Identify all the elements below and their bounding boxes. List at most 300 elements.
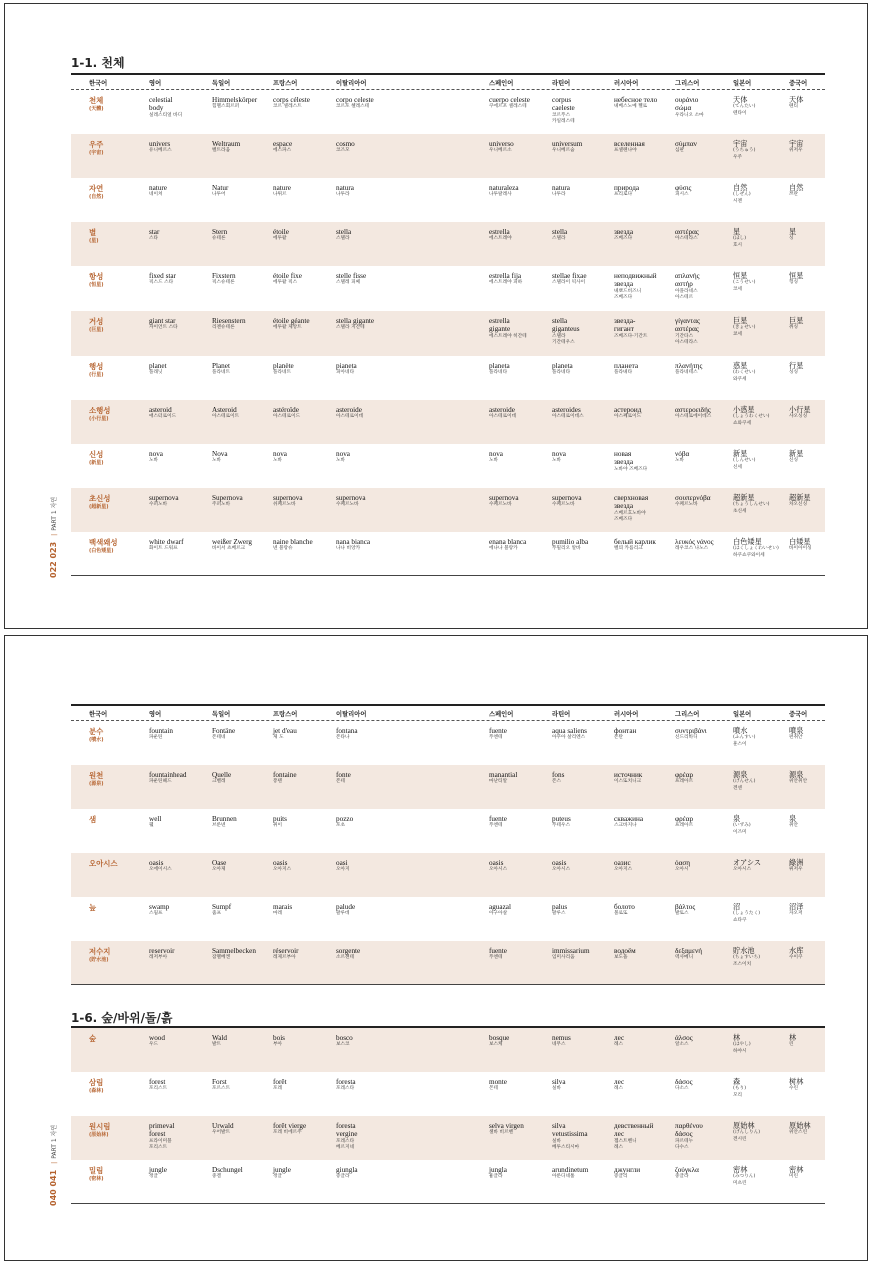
pronunciation: 폰스 (552, 779, 562, 785)
hanja-reading: (森林) (89, 1088, 104, 1094)
pronunciation: 아스테로이데스 (552, 414, 584, 420)
table-row (71, 941, 825, 985)
translation-cell (789, 96, 803, 111)
foreign-word: univers (149, 140, 171, 148)
translation-cell (614, 272, 657, 301)
foreign-word: звезда (614, 280, 634, 289)
pronunciation: (てんたい) (733, 104, 756, 110)
foreign-word: planeta (489, 362, 510, 370)
pronunciation: 아스쩨로이드 (614, 414, 642, 420)
translation-cell (552, 727, 587, 742)
foreign-word: Sumpf (212, 903, 232, 911)
pronunciation: 펀취안 (789, 735, 803, 741)
pronunciation: 스텔레 피쎄 (336, 280, 361, 286)
pronunciation: 스텔라 (336, 236, 350, 242)
pronunciation: 벨트라움 (212, 148, 231, 154)
korean-word: 자연 (89, 184, 104, 193)
translation-cell (675, 406, 711, 421)
foreign-word: gigante (489, 325, 511, 334)
foreign-word: 泉 (789, 815, 797, 823)
translation-cell (675, 1034, 693, 1049)
translation-cell (212, 140, 240, 155)
pronunciation: (わくせい) (733, 370, 756, 376)
foreign-word: asteroide (336, 406, 362, 414)
pronunciation: 픽스드 스타 (149, 280, 174, 286)
column-header: 이탈리아어 (336, 80, 367, 87)
translation-cell (614, 362, 638, 377)
translation-cell (149, 1166, 167, 1181)
foreign-word: 行星 (789, 362, 804, 370)
foreign-word: naine blanche (273, 538, 313, 546)
foreign-word: stelle fisse (336, 272, 367, 280)
korean-word: 늪 (89, 903, 97, 912)
translation-cell (212, 317, 246, 332)
pronunciation: 중글라 (675, 1174, 689, 1180)
translation-cell (614, 228, 633, 243)
translation-cell (552, 450, 566, 465)
translation-cell (614, 859, 632, 874)
translation-cell (789, 1122, 811, 1137)
pronunciation: 플라네타 (552, 370, 571, 376)
foreign-word: fuente (489, 947, 507, 955)
foreign-word: 沼 (733, 903, 741, 911)
foreign-word: stella (336, 228, 352, 236)
foreign-word: giant star (149, 317, 176, 325)
pronunciation: 몬테 (489, 1086, 499, 1092)
translation-cell (489, 184, 519, 199)
foreign-word: vergine (336, 1130, 358, 1139)
translation-cell (614, 727, 636, 742)
translation-cell (552, 406, 584, 421)
foreign-word: 树林 (789, 1078, 804, 1086)
foreign-word: nova (552, 450, 566, 458)
translation-cell (552, 1078, 566, 1093)
table-row (71, 532, 825, 576)
translation-cell (789, 140, 803, 155)
foreign-word: oasi (336, 859, 348, 867)
foreign-word: звезда (614, 458, 634, 467)
pronunciation: 호시 (733, 242, 743, 248)
hanja-reading: (密林) (89, 1176, 104, 1182)
pronunciation: 포레 (273, 1086, 283, 1092)
pronunciation: 미츠린 (733, 1180, 747, 1186)
foreign-word: Urwald (212, 1122, 234, 1130)
table-row (71, 488, 825, 532)
foreign-word: primeval (149, 1122, 175, 1130)
pronunciation: 미린 (789, 1174, 799, 1180)
pronunciation: 푸엔테 (489, 735, 503, 741)
column-header: 한국어 (89, 80, 108, 87)
foreign-word: oasis (273, 859, 288, 867)
translation-cell (489, 140, 514, 155)
translation-cell (489, 272, 522, 287)
translation-cell (273, 96, 310, 111)
foreign-word: παρθένου (675, 1122, 703, 1130)
translation-cell (336, 727, 358, 742)
foreign-word: 噴水 (733, 727, 748, 735)
pronunciation: 애스터로이드 (149, 414, 177, 420)
hanja-reading: (貯水池) (89, 957, 109, 963)
translation-cell (489, 228, 512, 243)
foreign-word: bois (273, 1034, 285, 1042)
foreign-word: сверхновая (614, 494, 649, 502)
foreign-word: silva (552, 1122, 566, 1130)
foreign-word: supernova (489, 494, 519, 502)
foreign-word: selva virgen (489, 1122, 524, 1130)
pronunciation: 정글 (149, 1174, 159, 1180)
foreign-word: réservoir (273, 947, 299, 955)
foreign-word: 密林 (733, 1166, 748, 1174)
pronunciation: 포리스트 (149, 1086, 168, 1092)
translation-cell (733, 903, 760, 924)
foreign-word: fixed star (149, 272, 176, 280)
foreign-word: supernova (149, 494, 179, 502)
pronunciation: 주퍼노바 (212, 502, 231, 508)
translation-cell (552, 96, 575, 125)
table-row (71, 134, 825, 178)
pronunciation: 신드리바니 (675, 735, 698, 741)
foreign-word: nature (149, 184, 167, 192)
column-header: 그리스어 (675, 80, 700, 87)
pronunciation: 나나 비앙카 (336, 546, 361, 552)
translation-cell (733, 140, 755, 161)
pronunciation: 신세 (733, 464, 743, 470)
foreign-word: αστέρας (675, 228, 699, 236)
pronunciation: 스베르흐노바야 (614, 510, 646, 516)
pronunciation: 헝싱 (789, 280, 799, 286)
translation-cell (212, 815, 237, 830)
pronunciation: 톈티 (789, 104, 799, 110)
pronunciation: 텐타이 (733, 110, 747, 116)
pronunciation: 오아제 (212, 867, 226, 873)
foreign-word: Dschungel (212, 1166, 243, 1174)
foreign-word: 貯水池 (733, 947, 755, 955)
pronunciation: (ちょうしんせい) (733, 502, 770, 508)
korean-word: 소행성 (89, 406, 111, 415)
pronunciation: 싱 (789, 236, 794, 242)
pronunciation: 기간타스 (675, 333, 694, 339)
foreign-word: white dwarf (149, 538, 184, 546)
pronunciation: 중겔 (212, 1174, 222, 1180)
translation-cell (789, 859, 803, 874)
table-row (71, 1116, 825, 1160)
translation-cell (733, 538, 779, 559)
translation-cell (614, 903, 635, 918)
foreign-word: étoile (273, 228, 289, 236)
foreign-word: étoile géante (273, 317, 310, 325)
foreign-word: βάλτος (675, 903, 696, 911)
pronunciation: 시젠 (733, 198, 743, 204)
korean-term (89, 1122, 110, 1139)
pronunciation: 수린 (789, 1086, 799, 1092)
pronunciation: 쉬페르노바 (273, 502, 296, 508)
pronunciation: 아스테라스 (675, 340, 698, 346)
foreign-word: νόβα (675, 450, 690, 458)
pronunciation: 실바 (552, 1086, 562, 1092)
table-row (71, 765, 825, 809)
translation-cell (273, 815, 287, 830)
foreign-word: swamp (149, 903, 170, 911)
pronunciation: 보도욤 (614, 955, 628, 961)
pronunciation: 제 도 (273, 735, 284, 741)
pronunciation: 우니베르소 (489, 148, 512, 154)
table-row (71, 222, 825, 266)
translation-cell (212, 859, 226, 874)
translation-cell (212, 272, 236, 287)
hanja-reading: (行星) (89, 372, 104, 378)
pronunciation: (きょせい) (733, 325, 756, 331)
pronunciation: 네이쳐 (149, 192, 163, 198)
foreign-word: forest (149, 1130, 166, 1139)
foreign-word: cosmo (336, 140, 355, 148)
pronunciation: 다소스 (675, 1086, 689, 1092)
translation-cell (489, 362, 510, 377)
foreign-word: natura (336, 184, 354, 192)
pronunciation: 힘멜스회르퍼 (212, 104, 240, 110)
foreign-word: 星 (789, 228, 797, 236)
hanja-reading: (白色矮星) (89, 548, 114, 554)
side-running-head: 040 041|PART 1 자연 (49, 1124, 58, 1206)
translation-cell (614, 1122, 653, 1151)
pronunciation: 푸테우스 (552, 823, 571, 829)
pronunciation: 나튀르 (273, 192, 287, 198)
table-row (71, 266, 825, 311)
foreign-word: arundinetum (552, 1166, 589, 1174)
foreign-word: συντριβάνι (675, 727, 707, 735)
pronunciation: (はくしょくわいせい) (733, 546, 779, 552)
pronunciation: 즈베즈다 (614, 295, 633, 301)
pronunciation: 줌프 (212, 911, 222, 917)
pronunciation: 노바 (552, 458, 562, 464)
foreign-word: φύσις (675, 184, 692, 192)
translation-cell (733, 406, 769, 427)
translation-cell (614, 140, 645, 155)
pronunciation: 쇼타쿠 (733, 917, 747, 923)
pronunciation: 와쿠세 (733, 376, 747, 382)
foreign-word: Riesenstern (212, 317, 246, 325)
table-row (71, 897, 825, 941)
pronunciation: 넨 블랑슈 (273, 546, 293, 552)
foreign-word: Asteroid (212, 406, 237, 414)
korean-term (89, 1166, 104, 1183)
pronunciation: 싱싱 (789, 370, 799, 376)
pronunciation: 덱사메니 (675, 955, 694, 961)
pronunciation: 수페르노바 (552, 502, 575, 508)
translation-cell (489, 96, 530, 111)
pronunciation: (もり) (733, 1086, 747, 1092)
translation-cell (336, 450, 350, 465)
korean-term (89, 903, 96, 913)
foreign-word: jet d'eau (273, 727, 297, 735)
foreign-word: nova (336, 450, 350, 458)
foreign-word: Weltraum (212, 140, 241, 148)
translation-cell (212, 362, 230, 377)
pronunciation: 다수스 (675, 1145, 689, 1151)
foreign-word: ουράνιο (675, 96, 699, 104)
foreign-word: πλανήτης (675, 362, 703, 370)
pronunciation: 알소스 (675, 1042, 689, 1048)
pronunciation: 네무스 (552, 1042, 566, 1048)
pronunciation: 에투왈 (273, 236, 287, 242)
translation-cell (552, 1166, 588, 1181)
translation-cell (675, 1122, 703, 1151)
korean-word: 원시림 (89, 1122, 111, 1131)
foreign-word: silva (552, 1078, 566, 1086)
hanja-reading: (恒星) (89, 282, 104, 288)
foreign-word: φρέαρ (675, 815, 694, 823)
translation-cell (273, 859, 291, 874)
pronunciation: 기간테우스 (552, 340, 575, 346)
pronunciation: 아쿠아 살리엔스 (552, 735, 586, 741)
table-row (71, 1072, 825, 1116)
translation-cell (149, 317, 178, 332)
translation-cell (149, 184, 167, 199)
korean-term (89, 317, 104, 334)
pronunciation: (ふんすい) (733, 735, 756, 741)
translation-cell (552, 184, 570, 199)
korean-term (89, 96, 104, 113)
translation-cell (675, 903, 695, 918)
foreign-word: fontaine (273, 771, 297, 779)
foreign-word: reservoir (149, 947, 175, 955)
translation-cell (733, 96, 755, 117)
foreign-word: pozzo (336, 815, 354, 823)
translation-cell (489, 903, 511, 918)
hanja-reading: (宇宙) (89, 150, 104, 156)
translation-cell (733, 450, 755, 471)
foreign-word: 林 (789, 1034, 797, 1042)
foreign-word: 密林 (789, 1166, 804, 1174)
foreign-word: manantial (489, 771, 518, 779)
translation-cell (212, 903, 231, 918)
pronunciation: 슈테른 (212, 236, 226, 242)
pronunciation: (しょうわくせい) (733, 414, 770, 420)
pronunciation: 픽스슈테른 (212, 280, 235, 286)
foreign-word: universum (552, 140, 583, 148)
foreign-word: ζούγκλα (675, 1166, 699, 1174)
pronunciation: (みつりん) (733, 1174, 756, 1180)
translation-cell (273, 362, 294, 377)
foreign-word: 恒星 (733, 272, 748, 280)
pronunciation: 푸엔테 (489, 823, 503, 829)
pronunciation: 포르스트 (212, 1086, 231, 1092)
column-header: 중국어 (789, 711, 808, 718)
column-header: 라틴어 (552, 711, 571, 718)
pronunciation: 스텔라 (552, 236, 566, 242)
pronunciation: 잠멜베켄 (212, 955, 231, 961)
column-header: 러시아어 (614, 711, 639, 718)
translation-cell (212, 947, 256, 962)
translation-cell (675, 317, 700, 346)
pronunciation: 흉글라 (489, 1174, 503, 1180)
translation-cell (273, 538, 313, 553)
korean-word: 천체 (89, 96, 104, 105)
pronunciation: 이즈미 (733, 829, 747, 835)
foreign-word: 自然 (789, 184, 804, 192)
pronunciation: 볼로또 (614, 911, 628, 917)
pronunciation: 오아시스 (489, 867, 508, 873)
translation-cell (489, 1166, 507, 1181)
pronunciation: 오아시 (675, 867, 689, 873)
translation-cell (733, 859, 761, 874)
pronunciation: 크벨레 (212, 779, 226, 785)
foreign-word: неподвижный (614, 272, 657, 280)
foreign-word: 超新星 (789, 494, 811, 502)
translation-cell (273, 228, 289, 243)
hanja-reading: (原始林) (89, 1132, 109, 1138)
translation-cell (212, 450, 228, 465)
translation-cell (336, 140, 355, 155)
translation-cell (675, 859, 690, 874)
foreign-word: corps céleste (273, 96, 310, 104)
translation-cell (149, 859, 172, 874)
foreign-word: 泉 (733, 815, 741, 823)
translation-cell (789, 1078, 803, 1093)
column-header: 독일어 (212, 711, 231, 718)
table-row (71, 90, 825, 134)
translation-cell (212, 184, 228, 199)
korean-term (89, 228, 99, 245)
translation-cell (212, 1078, 230, 1093)
pronunciation: 노바 (273, 458, 283, 464)
foreign-word: estrella (489, 317, 510, 325)
pronunciation: 보스코 (336, 1042, 350, 1048)
korean-word: 초신성 (89, 494, 111, 503)
korean-term (89, 727, 104, 744)
pronunciation: 겐센 (733, 785, 743, 791)
pronunciation: 뤼저우 (789, 867, 803, 873)
translation-cell (733, 815, 751, 836)
pronunciation: 발트 (212, 1042, 222, 1048)
pronunciation: 스크바지나 (614, 823, 637, 829)
table-row (71, 1028, 825, 1072)
foreign-word: гигант (614, 325, 634, 334)
translation-cell (149, 362, 167, 377)
pronunciation: 부아 (273, 1042, 283, 1048)
pronunciation: 즈베즈다 (614, 236, 633, 242)
korean-term (89, 450, 104, 467)
translation-cell (789, 228, 796, 243)
vocabulary-table (71, 1026, 825, 1204)
pronunciation: 위안취안 (789, 779, 808, 785)
translation-cell (149, 947, 175, 962)
foreign-word: planeta (552, 362, 573, 370)
foreign-word: Nova (212, 450, 228, 458)
translation-cell (789, 317, 803, 332)
pronunciation: 실레스티얼 바디 (149, 112, 183, 118)
foreign-word: nana bianca (336, 538, 371, 546)
translation-cell (733, 1166, 755, 1187)
translation-cell (733, 362, 755, 383)
foreign-word: природа (614, 184, 640, 192)
table-header (71, 704, 825, 721)
pronunciation: 에스트레야 히간테 (489, 333, 527, 339)
pronunciation: 폰탄 (614, 735, 624, 741)
foreign-word: 惑星 (733, 362, 748, 370)
pronunciation: 셀바 비르헨 (489, 1130, 514, 1136)
pronunciation: 례스 (614, 1086, 624, 1092)
foreign-word: giganteus (552, 325, 580, 334)
korean-term (89, 1034, 96, 1044)
pronunciation: 푸엔테 (489, 955, 503, 961)
translation-cell (733, 1122, 760, 1143)
translation-cell (149, 450, 163, 465)
section-title: 1-1. 천체 (71, 56, 125, 70)
hanja-reading: (星) (89, 238, 99, 244)
translation-cell (489, 1034, 509, 1049)
pronunciation: 아스테라스 (675, 236, 698, 242)
pronunciation: 초신세 (733, 508, 747, 514)
